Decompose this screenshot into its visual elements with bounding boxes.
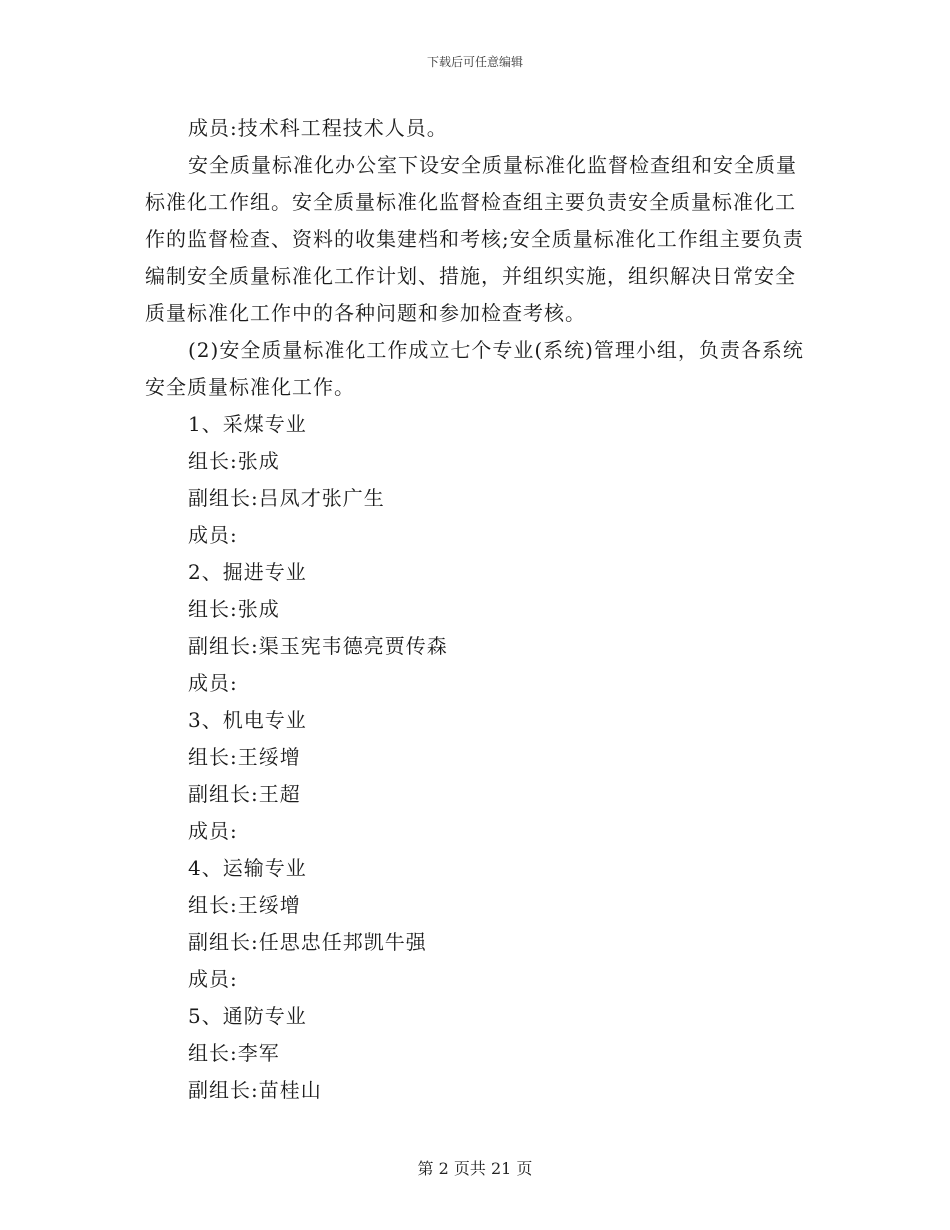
group-leader: 组长:张成 [188,449,280,473]
group-title: 5、通防专业 [188,1004,307,1028]
group-title: 4、运输专业 [188,856,307,880]
page-header: 下载后可任意编辑 [426,55,523,69]
group-members: 成员: [188,819,238,843]
group-members: 成员: [188,671,238,695]
group-deputy: 副组长:渠玉宪韦德亮贾传森 [188,634,448,658]
group-deputy: 副组长:任思忠任邦凯牛强 [188,930,427,954]
group-leader: 组长:李军 [188,1041,280,1065]
group-leader: 组长:王绥增 [188,745,301,769]
group-leader: 组长:王绥增 [188,893,301,917]
group-deputy: 副组长:王超 [188,782,301,806]
group-title: 1、采煤专业 [188,412,307,436]
group-deputy: 副组长:苗桂山 [188,1078,322,1102]
office-description-paragraph: 安全质量标准化办公室下设安全质量标准化监督检查组和安全质量标准化工作组。安全质量标准化监督检查组主要负责安全质量标准化工作的监督检查、资料的收集建档和考核;安全质量标准化工作组主要负责编制安全质量标准化工作计划、措施，并组织实施，组织解决日常安全质量标准化工作中的各种问题和参加检查考核。 [145,153,804,325]
group-title: 2、掘进专业 [188,560,307,584]
group-members: 成员: [188,523,238,547]
page-footer: 第 2 页共 21 页 [417,1159,533,1178]
groups-intro-paragraph: (2)安全质量标准化工作成立七个专业(系统)管理小组，负责各系统安全质量标准化工作。 [145,338,804,399]
document-body [145,110,815,1109]
group-deputy: 副组长:吕凤才张广生 [188,486,385,510]
members-paragraph: 成员:技术科工程技术人员。 [188,116,448,140]
group-title: 3、机电专业 [188,708,307,732]
group-leader: 组长:张成 [188,597,280,621]
group-members: 成员: [188,967,238,991]
